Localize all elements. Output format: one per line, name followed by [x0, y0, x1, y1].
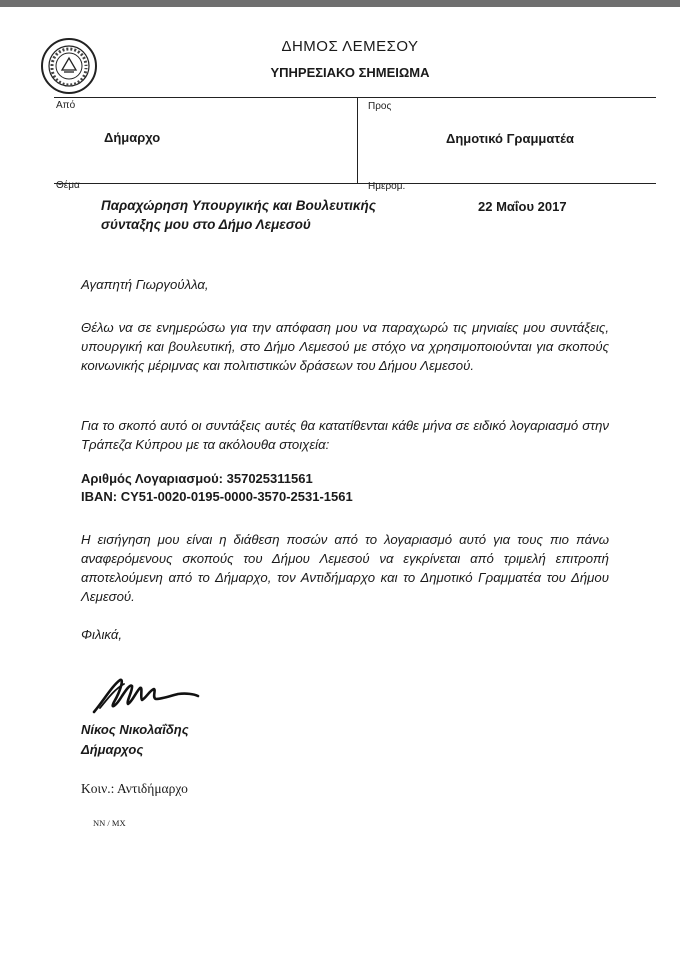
header-divider-vertical	[357, 97, 358, 183]
reference-initials: ΝΝ / ΜΧ	[93, 818, 126, 828]
from-label: Από	[56, 100, 76, 111]
document-type: ΥΠΗΡΕΣΙΑΚΟ ΣΗΜΕΙΩΜΑ	[270, 65, 430, 80]
top-edge-bar	[0, 0, 680, 7]
subject-label: Θέμα	[56, 180, 80, 191]
paragraph-2: Για το σκοπό αυτό οι συντάξεις αυτές θα κατατίθενται κάθε μήνα σε ειδικό λογαριασμό στην Τράπεζα Κύπρου με τα ακόλουθα στοιχεία:	[81, 418, 609, 452]
subject-line-1: Παραχώρηση Υπουργικής και Βουλευτικής	[101, 198, 376, 213]
account-number: Αριθμός Λογαριασμού: 357025311561	[81, 471, 313, 486]
iban: IBAN: CY51-0020-0195-0000-3570-2531-1561	[81, 489, 353, 504]
date-label: Ημερομ.	[368, 181, 406, 192]
from-value: Δήμαρχο	[104, 130, 161, 145]
closing: Φιλικά,	[81, 627, 123, 642]
cc-line: Κοιν.: Αντιδήμαρχο	[81, 781, 188, 796]
to-label: Προς	[368, 101, 392, 112]
paragraph-1: Θέλω να σε ενημερώσω για την απόφαση μου να παραχωρώ τις μηνιαίες μου συντάξεις, υπουργική και βουλευτική, στο Δήμο Λεμεσού με στόχο να χρησιμοποιούνται για σκοπούς κοινωνικής μέριμνας και πολιτιστικών δράσεων του Δήμου Λεμεσού.	[81, 320, 609, 373]
paragraph-3: Η εισήγηση μου είναι η διάθεση ποσών από το λογαριασμό αυτό για τους πιο πάνω αναφερόμενους σκοπούς του Δήμου Λεμεσού να εγκρίνεται από τριμελή επιτροπή αποτελούμενη από το Δήμαρχο, τον Αντιδήμαρχο και το Δημοτικό Γραμματέα του Δήμου Λεμεσού.	[81, 532, 609, 604]
subject-text	[101, 196, 441, 234]
handwritten-signature	[90, 672, 200, 722]
signatory-title: Δήμαρχος	[81, 742, 144, 757]
date-value: 22 Μαΐου 2017	[478, 199, 567, 214]
header-divider-middle	[54, 183, 656, 184]
subject-line-2: σύνταξης μου στο Δήμο Λεμεσού	[101, 217, 311, 232]
greeting: Αγαπητή Γιωργούλλα,	[81, 277, 209, 292]
header-divider-top	[54, 97, 656, 98]
organization-name: ΔΗΜΟΣ ΛΕΜΕΣΟΥ	[281, 38, 419, 55]
signatory-name: Νίκος Νικολαΐδης	[81, 722, 189, 737]
to-value: Δημοτικό Γραμματέα	[446, 131, 575, 146]
